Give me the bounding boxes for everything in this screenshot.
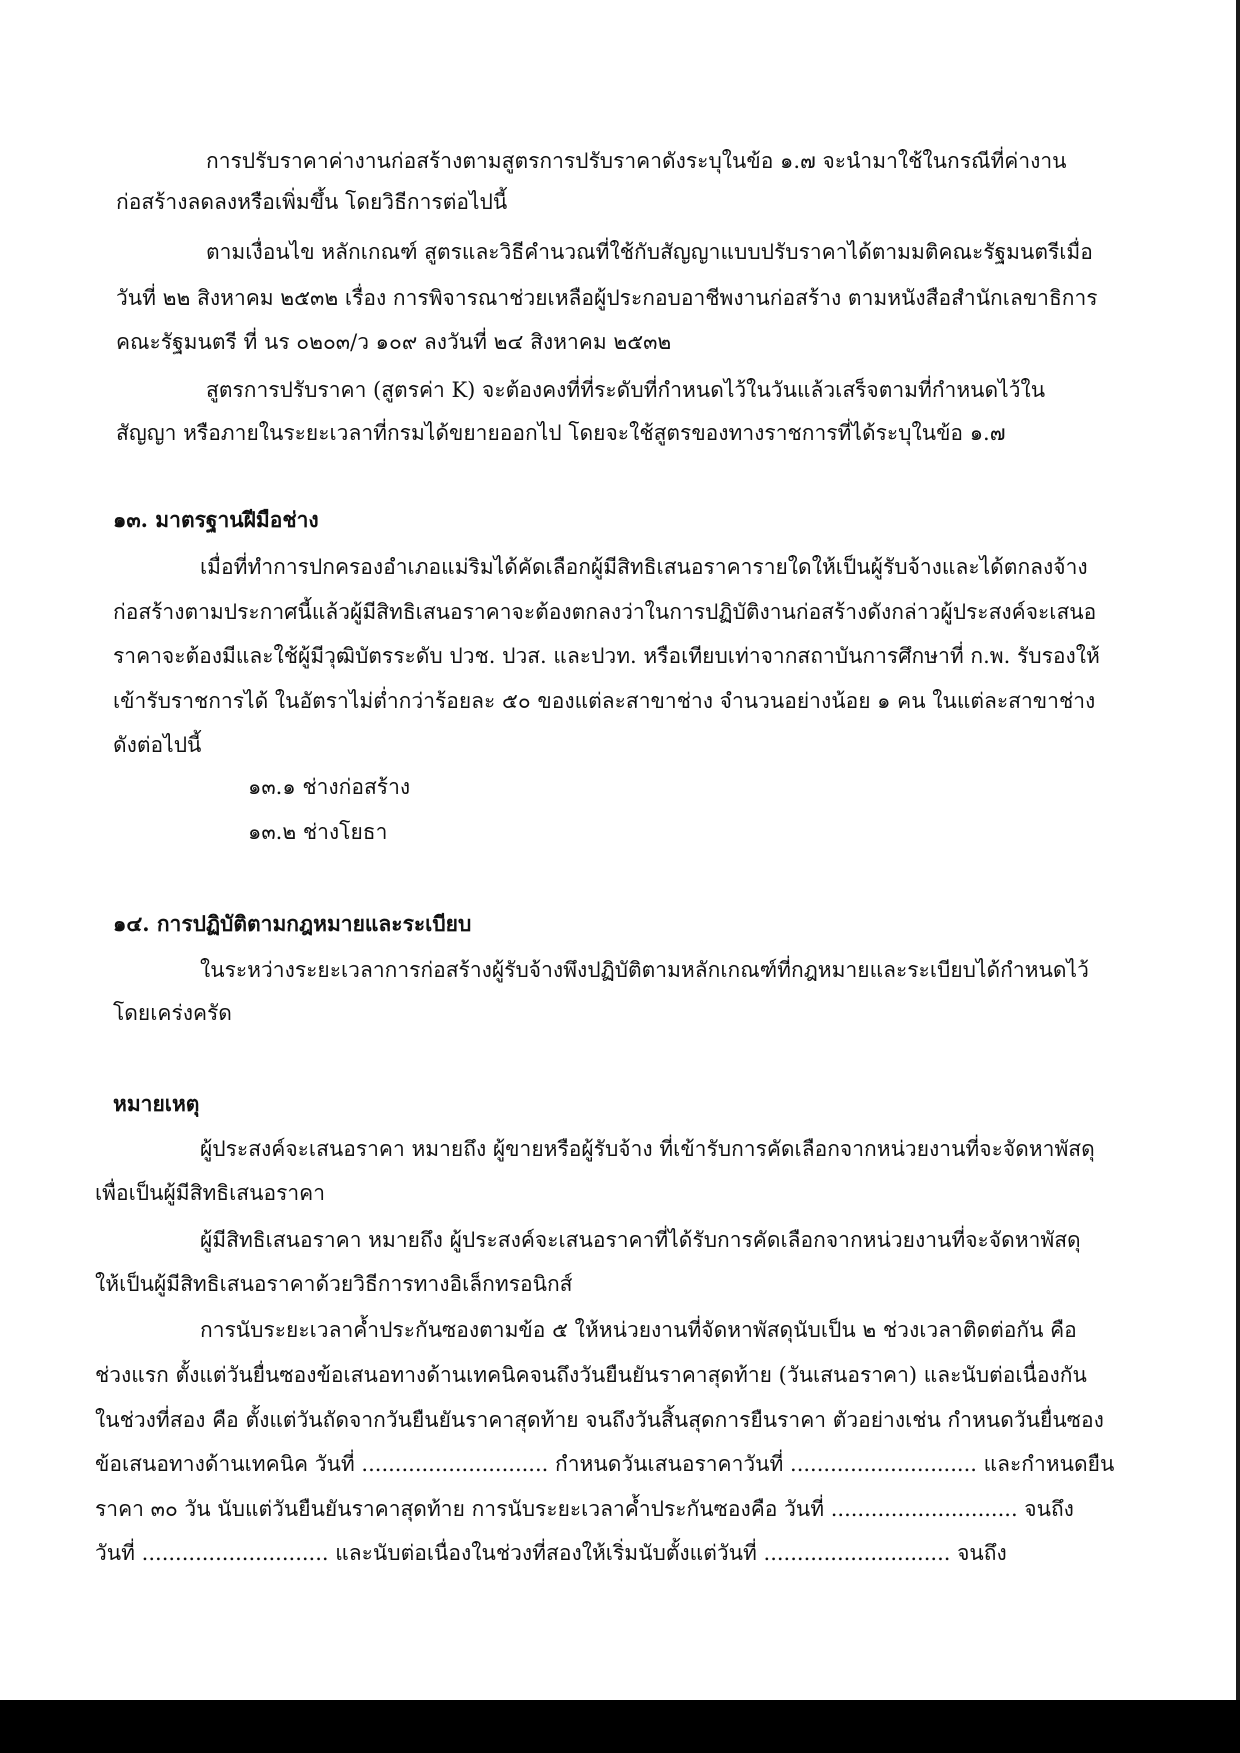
section14-line1: ในระหว่างระยะเวลาการก่อสร้างผู้รับจ้างพึงปฏิบัติตามหลักเกณฑ์ที่กฎหมายและระเบียบได้กำหนดไว้ xyxy=(200,958,1089,982)
section13-item-2: ๑๓.๒ ช่างโยธา xyxy=(248,820,388,844)
section13-line2: ก่อสร้างตามประกาศนี้แล้วผู้มีสิทธิเสนอราคาจะต้องตกลงว่าในการปฏิบัติงานก่อสร้างดังกล่าวผู้ประสงค์จะเสนอ xyxy=(113,600,1097,624)
section14-line2: โดยเคร่งครัด xyxy=(113,1001,232,1025)
remarks-p3-line4: ข้อเสนอทางด้านเทคนิค วันที่ ............................ กำหนดวันเสนอราคาวันที่ ............................ และกำหนดยืน xyxy=(95,1452,1115,1476)
section13-heading: ๑๓. มาตรฐานฝีมือช่าง xyxy=(113,507,319,532)
scan-border-bottom xyxy=(0,1700,1240,1753)
remarks-p3-line5: ราคา ๓๐ วัน นับแต่วันยืนยันราคาสุดท้าย การนับระยะเวลาค้ำประกันซองคือ วันที่ ............................ จนถึง xyxy=(95,1497,1074,1521)
remarks-p1-line2: เพื่อเป็นผู้มีสิทธิเสนอราคา xyxy=(95,1181,325,1205)
para2-line2: วันที่ ๒๒ สิงหาคม ๒๕๓๒ เรื่อง การพิจารณาช่วยเหลือผู้ประกอบอาชีพงานก่อสร้าง ตามหนังสือสำนักเลขาธิการ xyxy=(116,286,1098,310)
section14-heading: ๑๔. การปฏิบัติตามกฎหมายและระเบียบ xyxy=(113,911,472,936)
remarks-heading: หมายเหตุ xyxy=(113,1091,200,1116)
remarks-p2-line1: ผู้มีสิทธิเสนอราคา หมายถึง ผู้ประสงค์จะเสนอราคาที่ได้รับการคัดเลือกจากหน่วยงานที่จะจัดหาพัสดุ xyxy=(200,1228,1081,1252)
remarks-p3-line3: ในช่วงที่สอง คือ ตั้งแต่วันถัดจากวันยืนยันราคาสุดท้าย จนถึงวันสิ้นสุดการยืนราคา ตัวอย่างเช่น กำหนดวันยื่นซอง xyxy=(95,1408,1104,1432)
section13-line1: เมื่อที่ทำการปกครองอำเภอแม่ริมได้คัดเลือกผู้มีสิทธิเสนอราคารายใดให้เป็นผู้รับจ้างและได้ตกลงจ้าง xyxy=(200,555,1088,579)
remarks-p3-line6: วันที่ ............................ และนับต่อเนื่องในช่วงที่สองให้เริ่มนับตั้งแต่วันที่ ............................ จนถึง xyxy=(95,1541,1007,1565)
section13-line5: ดังต่อไปนี้ xyxy=(113,733,202,757)
para1-line1: การปรับราคาค่างานก่อสร้างตามสูตรการปรับราคาดังระบุในข้อ ๑.๗ จะนำมาใช้ในกรณีที่ค่างาน xyxy=(206,149,1067,173)
section13-line3: ราคาจะต้องมีและใช้ผู้มีวุฒิบัตรระดับ ปวช. ปวส. และปวท. หรือเทียบเท่าจากสถาบันการศึกษาที่ ก.พ. รับรองให้ xyxy=(113,644,1100,668)
para1-line2: ก่อสร้างลดลงหรือเพิ่มขึ้น โดยวิธีการต่อไปนี้ xyxy=(116,190,508,214)
remarks-p3-line2: ช่วงแรก ตั้งแต่วันยื่นซองข้อเสนอทางด้านเทคนิคจนถึงวันยืนยันราคาสุดท้าย (วันเสนอราคา) และนับต่อเนื่องกัน xyxy=(95,1363,1087,1387)
section13-line4: เข้ารับราชการได้ ในอัตราไม่ต่ำกว่าร้อยละ ๕๐ ของแต่ละสาขาช่าง จำนวนอย่างน้อย ๑ คน ในแต่ละสาขาช่าง xyxy=(113,689,1096,713)
para2-line1: ตามเงื่อนไข หลักเกณฑ์ สูตรและวิธีคำนวณที่ใช้กับสัญญาแบบปรับราคาได้ตามมติคณะรัฐมนตรีเมื่อ xyxy=(206,240,1093,264)
para3-line1: สูตรการปรับราคา (สูตรค่า K) จะต้องคงที่ที่ระดับที่กำหนดไว้ในวันแล้วเสร็จตามที่กำหนดไว้ใน xyxy=(206,378,1046,402)
remarks-p3-line1: การนับระยะเวลาค้ำประกันซองตามข้อ ๕ ให้หน่วยงานที่จัดหาพัสดุนับเป็น ๒ ช่วงเวลาติดต่อกัน คือ xyxy=(200,1318,1077,1342)
para2-line3: คณะรัฐมนตรี ที่ นร ๐๒๐๓/ว ๑๐๙ ลงวันที่ ๒๔ สิงหาคม ๒๕๓๒ xyxy=(116,330,672,354)
remarks-p1-line1: ผู้ประสงค์จะเสนอราคา หมายถึง ผู้ขายหรือผู้รับจ้าง ที่เข้ารับการคัดเลือกจากหน่วยงานที่จะจัดหาพัสดุ xyxy=(200,1137,1095,1161)
section13-item-1: ๑๓.๑ ช่างก่อสร้าง xyxy=(248,775,411,799)
para3-line2: สัญญา หรือภายในระยะเวลาที่กรมได้ขยายออกไป โดยจะใช้สูตรของทางราชการที่ได้ระบุในข้อ ๑.๗ xyxy=(116,421,1006,445)
remarks-p2-line2: ให้เป็นผู้มีสิทธิเสนอราคาด้วยวิธีการทางอิเล็กทรอนิกส์ xyxy=(95,1272,573,1296)
scan-edge xyxy=(1236,0,1240,1700)
